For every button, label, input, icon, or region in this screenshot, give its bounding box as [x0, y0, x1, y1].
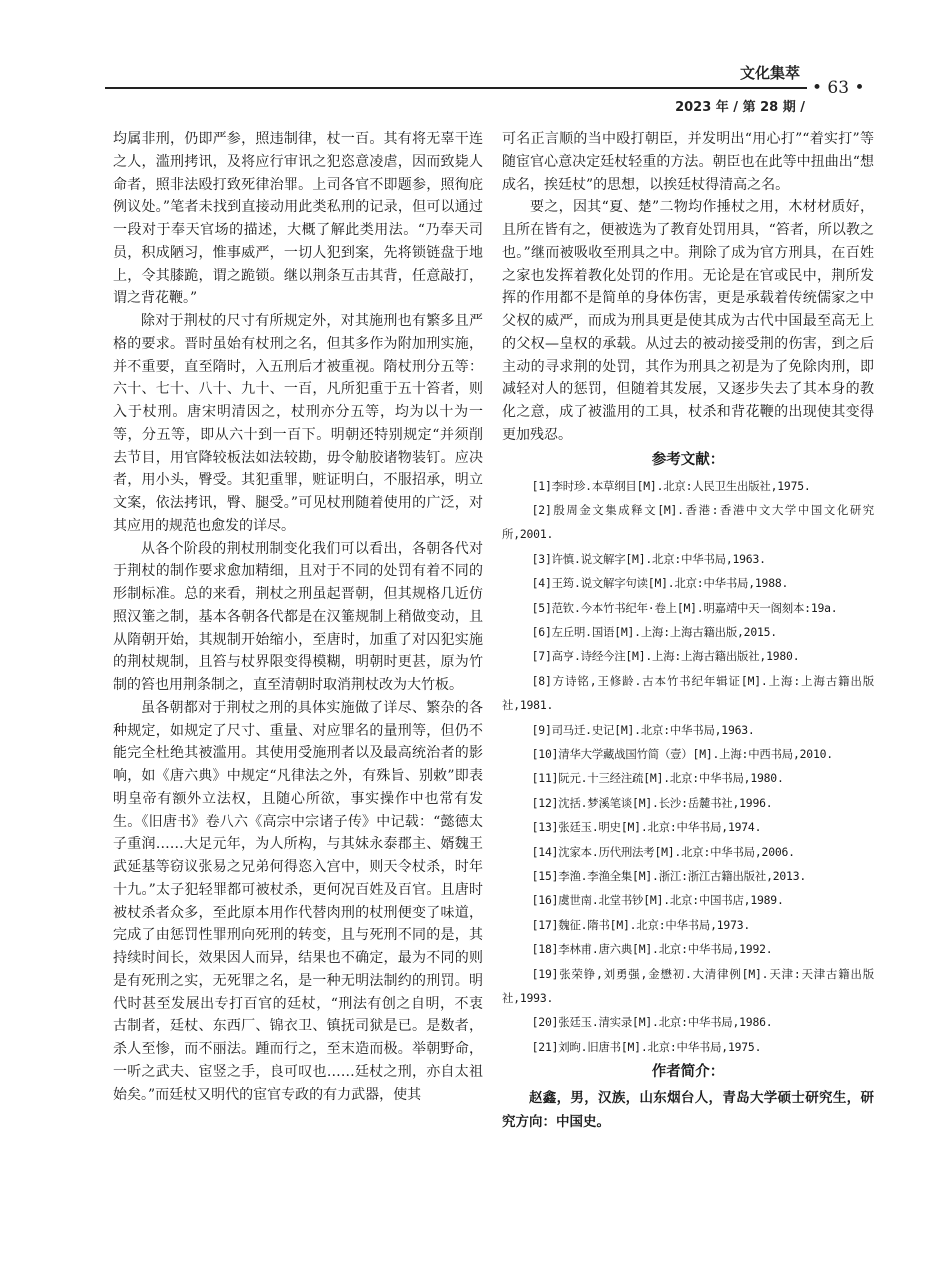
reference-list — [502, 474, 874, 1060]
reference-item: [16]虞世南.北堂书钞[M].北京:中国书店,1989. — [531, 893, 784, 908]
reference-item: [8]方诗铭,王修龄.古本竹书纪年辑证[M].上海:上海古籍出版社,1981. — [502, 673, 874, 713]
reference-item: [5]范钦.今本竹书纪年·卷上[M].明嘉靖中天一阁刻本:19a. — [531, 600, 838, 615]
reference-item: [9]司马迁.史记[M].北京:中华书局,1963. — [531, 722, 755, 737]
paragraph: 虽各朝都对于荆杖之刑的具体实施做了详尽、繁杂的各种规定，如规定了尺寸、重量、对应罪名的量刑等，但仍不能完全杜绝其被滥用。其使用受施刑者以及最高统治者的影响，如《唐六典》中规定“凡律法之外，有殊旨、别敕”即表明皇帝有额外立法权，且随心所欲，事实操作中也常有发生。《旧唐书》卷八六《高宗中宗诸子传》中记载：“懿德太子重润……大足元年，为人所构，与其妹永泰郡主、婿魏王武延基等窃议张易之兄弟何得恣入宫中，则天令杖杀，时年十九。”太子犯轻罪都可被杖杀，更何况百姓及百官。且唐时被杖杀者众多，至此原本用作代替肉刑的杖刑便变了味道，完成了由惩罚性罪刑向死刑的转变，且与死刑不同的是，其持续时间长，效果因人而异，结果也不确定，最为不同的则是有死刑之实，无死罪之名，是一种无明法制约的刑罚。明代时甚至发展出专打百官的廷杖，“刑法有创之自明，不衷古制者，廷杖、东西厂、锦衣卫、镇抚司狱是已。是数者，杀人至惨，而不丽法。踵而行之，至末造而极。举朝野命，一听之武夫、宦竖之手，良可叹也……廷杖之刑，亦自太祖始矣。”而廷杖又明代的宦官专政的有力武器，使其 — [113, 699, 483, 1103]
left-column — [113, 128, 483, 1106]
reference-item: [15]李渔.李渔全集[M].浙江:浙江古籍出版社,2013. — [531, 869, 807, 883]
reference-item: [17]魏征.隋书[M].北京:中华书局,1973. — [531, 917, 751, 932]
reference-item: [11]阮元.十三经注疏[M].北京:中华书局,1980. — [531, 771, 784, 786]
reference-item: [2]殷周金文集成释文[M].香港:香港中文大学中国文化研究所,2001. — [502, 502, 874, 542]
right-column — [502, 128, 874, 1134]
reference-item: [14]沈家本.历代刑法考[M].北京:中华书局,2006. — [531, 844, 795, 859]
reference-item: [19]张荣铮,刘勇强,金懋初.大清律例[M].天津:天津古籍出版社,1993. — [502, 966, 874, 1006]
author-bio: 赵鑫，男，汉族，山东烟台人，青岛大学硕士研究生，研究方向：中国史。 — [502, 1090, 874, 1131]
paragraph: 要之，因其“夏、楚”二物均作捶杖之用，木材材质好，且所在皆有之，便被选为了教育处罚用具，“笞者，所以教之也。”继而被吸收至刑具之中。荆除了成为官方刑具，在百姓之家也发挥着教化处罚的作用。无论是在官或民中，荆所发挥的作用都不是简单的身体伤害，更是承载着传统儒家之中父权的威严，而成为刑具更是使其成为古代中国最至高无上的父权—皇权的承载。从过去的被动接受荆的伤害，到之后主动的寻求荆的处罚，其作为刑具之初是为了免除肉刑，即减轻对人的惩罚，但随着其发展，又逐步失去了其本身的教化之意，成了被滥用的工具，杖杀和背花鞭的出现使其变得更加残忍。 — [502, 199, 874, 443]
paragraph: 可名正言顺的当中殴打朝臣，并发明出“用心打”“着实打”等随宦官心意决定廷杖轻重的方法。朝臣也在此等中扭曲出“想成名，挨廷杖”的思想，以挨廷杖得清高之名。 — [502, 131, 874, 193]
paragraph: 除对于荆杖的尺寸有所规定外，对其施刑也有繁多且严格的要求。晋时虽始有杖刑之名，但其多作为附加刑实施，并不重要，直至隋时，入五刑后才被重视。隋杖刑分五等：六十、七十、八十、九十、一百，凡所犯重于五十笞者，则入于杖刑。唐宋明清因之，杖刑亦分五等，均为以十为一等，分五等，即从六十到一百下。明朝还特别规定“并须削去节目，用官降较板法如法较勘，毋令觔胶诸物装钉。应决者，用小头，臀受。其犯重罪，赃证明白，不服招承，明立文案，依法拷讯，臀、腿受。”可见杖刑随着使用的广泛，对其应用的规范也愈发的详尽。 — [113, 313, 483, 534]
journal-name: 文化集萃 — [739, 64, 800, 82]
reference-item: [6]左丘明.国语[M].上海:上海古籍出版,2015. — [531, 624, 777, 639]
paragraph: 从各个阶段的荆杖刑制变化我们可以看出，各朝各代对于荆杖的制作要求愈加精细，且对于不同的处罚有着不同的形制标准。总的来看，荆杖之刑虽起晋朝，但其规格几近仿照汉箠之制，基本各朝各代都是在汉箠规制上稍做变动，且从隋朝开始，其规制开始缩小，至唐时，加重了对囚犯实施的荆杖规制，且笞与杖界限变得模糊，明朝时更甚，原为竹制的笞也用荆条制之，直至清朝时取消荆杖改为大竹板。 — [113, 540, 483, 693]
reference-item: [7]高亨.诗经今注[M].上海:上海古籍出版社,1980. — [531, 649, 800, 664]
header-rule — [105, 87, 807, 89]
reference-item: [18]李林甫.唐六典[M].北京:中华书局,1992. — [531, 942, 773, 957]
reference-item: [4]王筠.说文解字句读[M].北京:中华书局,1988. — [531, 576, 789, 591]
page-number: • 63 • — [812, 78, 865, 98]
reference-item: [20]张廷玉.清实录[M].北京:中华书局,1986. — [531, 1015, 773, 1030]
reference-item: [13]张廷玉.明史[M].北京:中华书局,1974. — [531, 820, 762, 835]
author-title: 作者简介： — [651, 1064, 725, 1081]
reference-item: [1]李时珍.本草纲目[M].北京:人民卫生出版社,1975. — [531, 478, 811, 493]
references-title: 参考文献： — [651, 451, 725, 468]
reference-item: [21]刘昫.旧唐书[M].北京:中华书局,1975. — [531, 1039, 762, 1054]
paragraph: 均属非刑，仍即严参，照违制律，杖一百。其有将无辜干连之人，滥刑拷讯，及将应行审讯之犯恣意凌虐，因而致毙人命者，照非法殴打致死律治罪。上司各官不即题参，照徇庇例议处。”笔者未找到直接动用此类私刑的记录，但可以通过一段对于奉天官场的描述，大概了解此类用法。“乃奉天司员，积成陋习，惟事威严，一切人犯到案，先将锁链盘于地上，令其膝跪，谓之跪锁。继以荆条互击其背，任意敲打，谓之背花鞭。” — [113, 131, 483, 307]
reference-item: [10]清华大学藏战国竹简（壹）[M].上海:中西书局,2010. — [531, 746, 833, 761]
reference-item: [12]沈括.梦溪笔谈[M].长沙:岳麓书社,1996. — [531, 795, 773, 810]
issue-info: 2023 年 / 第 28 期 / — [675, 100, 805, 115]
reference-item: [3]许慎.说文解字[M].北京:中华书局,1963. — [531, 551, 766, 566]
